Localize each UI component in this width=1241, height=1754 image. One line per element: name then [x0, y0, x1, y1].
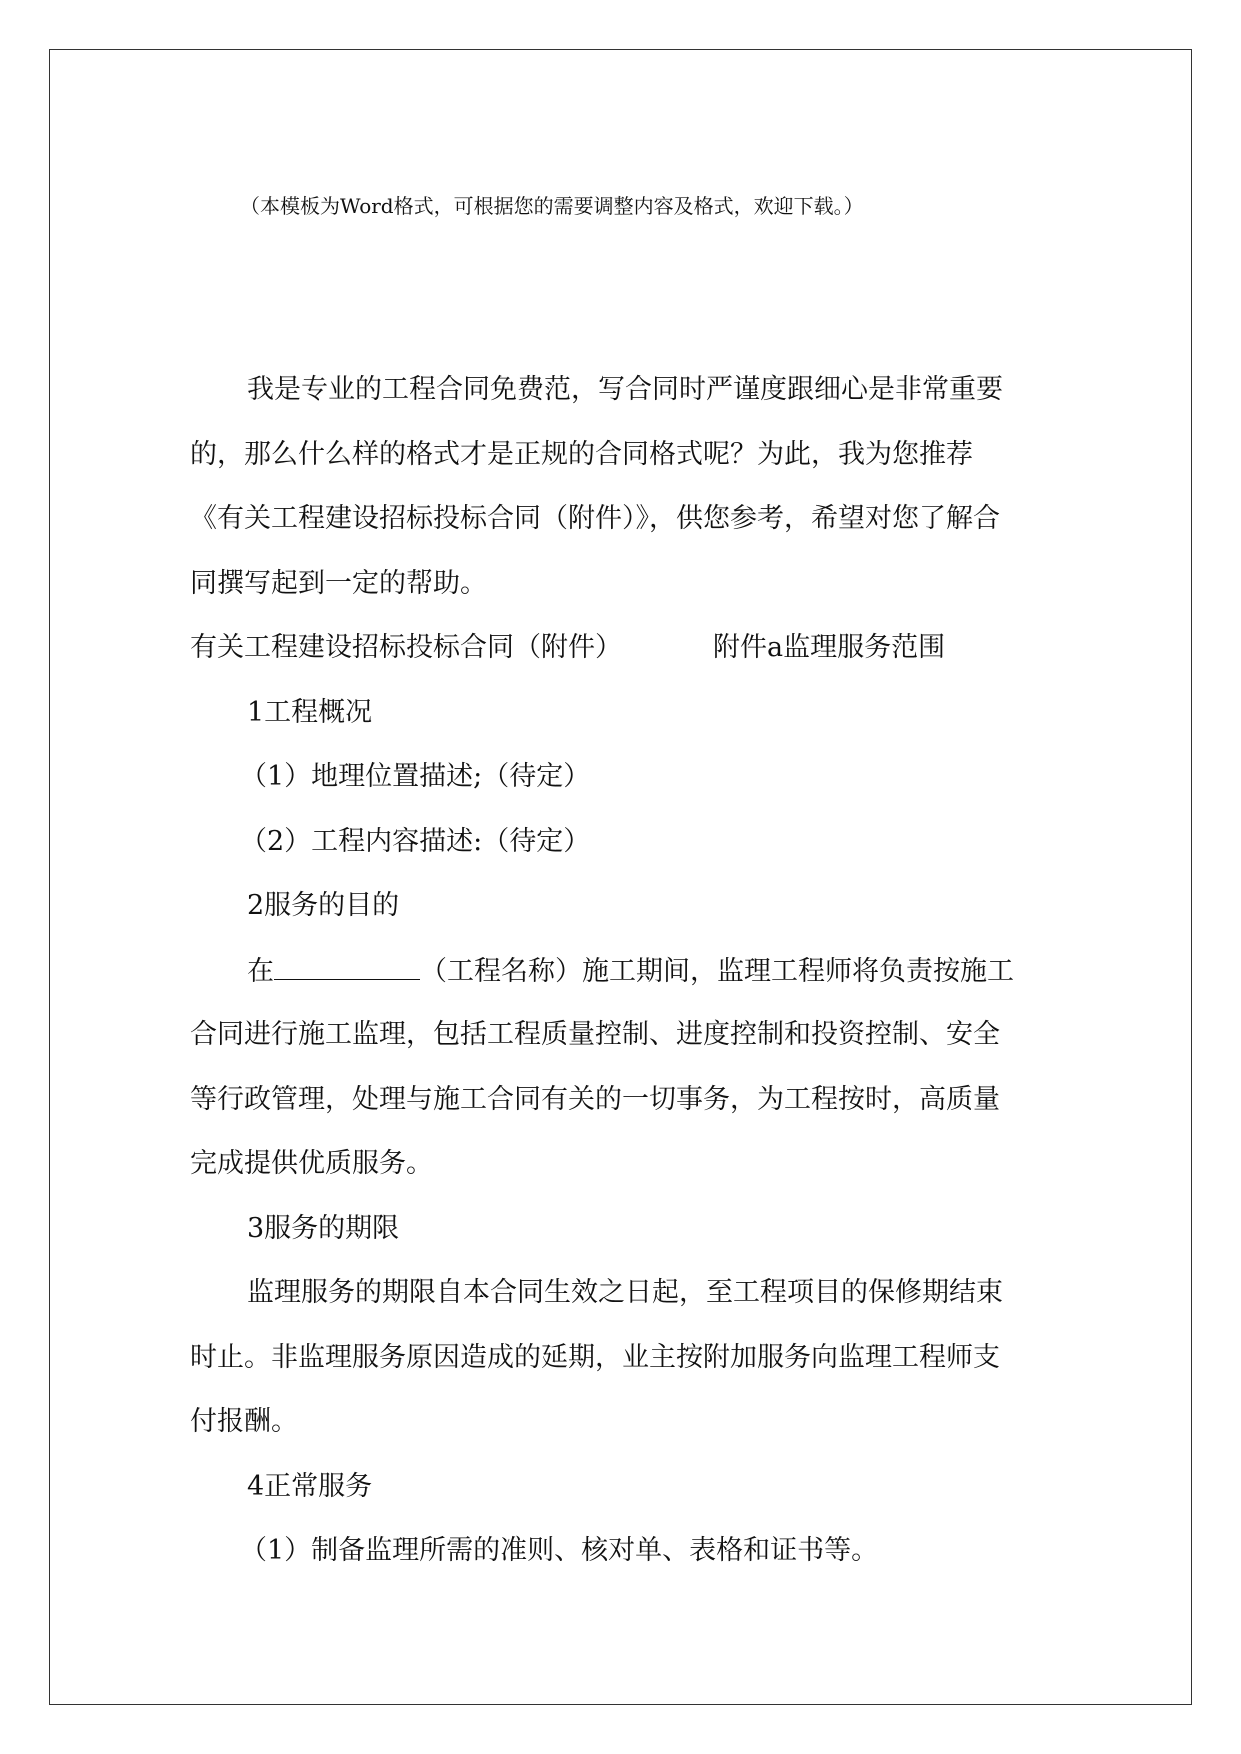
- section-2-after-blank: （工程名称）施工期间，监理工程师将负责按施工: [420, 956, 1014, 987]
- section-2-line-3: 等行政管理，处理与施工合同有关的一切事务，为工程按时，高质量: [190, 1084, 1000, 1115]
- section-2-line-1: [247, 957, 1014, 985]
- section-heading-4: 4正常服务: [247, 1471, 373, 1502]
- page-border: [49, 49, 1192, 1705]
- intro-line-1: 我是专业的工程合同免费范，写合同时严谨度跟细心是非常重要: [247, 374, 1003, 405]
- section-1-item-2: （2）工程内容描述:（待定）: [240, 826, 591, 857]
- template-note: （本模板为Word格式，可根据您的需要调整内容及格式，欢迎下载。）: [240, 194, 864, 218]
- section-2-prefix: 在: [247, 956, 274, 987]
- project-name-blank: [274, 957, 420, 980]
- section-3-line-2: 时止。非监理服务原因造成的延期，业主按附加服务向监理工程师支: [190, 1342, 1000, 1373]
- document-title: 有关工程建设招标投标合同（附件）: [190, 632, 622, 663]
- section-heading-1: 1工程概况: [247, 697, 373, 728]
- intro-line-3: 《有关工程建设招标投标合同（附件）》，供您参考，希望对您了解合: [190, 503, 1000, 534]
- intro-line-4: 同撰写起到一定的帮助。: [190, 568, 487, 599]
- appendix-title: 附件a监理服务范围: [713, 632, 946, 663]
- section-4-item-1: （1）制备监理所需的准则、核对单、表格和证书等。: [240, 1535, 879, 1566]
- section-heading-2: 2服务的目的: [247, 890, 400, 921]
- intro-line-2: 的，那么什么样的格式才是正规的合同格式呢？为此，我为您推荐: [190, 439, 973, 470]
- section-2-line-4: 完成提供优质服务。: [190, 1148, 433, 1179]
- section-3-line-3: 付报酬。: [190, 1406, 298, 1437]
- section-2-line-2: 合同进行施工监理，包括工程质量控制、进度控制和投资控制、安全: [190, 1019, 1000, 1050]
- section-3-line-1: 监理服务的期限自本合同生效之日起，至工程项目的保修期结束: [247, 1277, 1003, 1308]
- section-1-item-1: （1）地理位置描述;（待定）: [240, 761, 591, 792]
- section-heading-3: 3服务的期限: [247, 1213, 400, 1244]
